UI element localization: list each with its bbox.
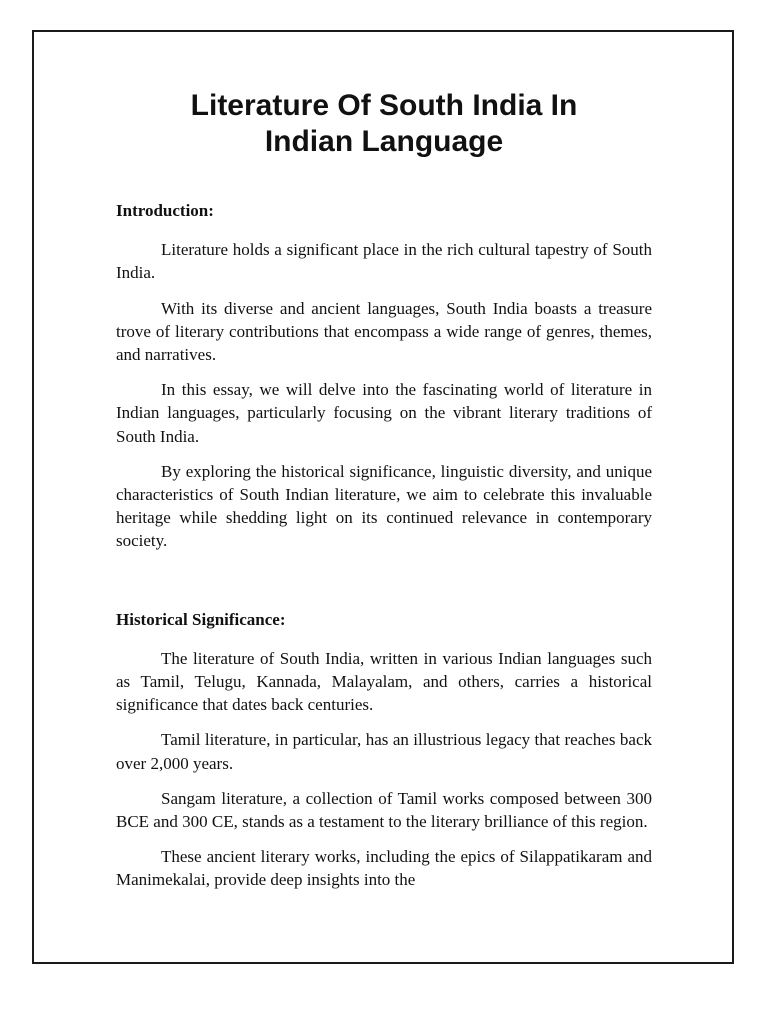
introduction-paragraph-3: In this essay, we will delve into the fascinating world of literature in Indian languages, particularly focusing on the vibrant literary traditions of South India. [116, 380, 652, 446]
historical-paragraph-3: Sangam literature, a collection of Tamil works composed between 300 BCE and 300 CE, stands as a testament to the literary brilliance of this region. [116, 788, 652, 832]
introduction-paragraph-2: With its diverse and ancient languages, South India boasts a treasure trove of literary contributions that encompass a wide range of genres, themes, and narratives. [116, 298, 652, 365]
introduction-paragraph-4: By exploring the historical significance, linguistic diversity, and unique characteristics of South Indian literature, we aim to celebrate this invaluable heritage while shedding light on its continued relevance in contemporary society. [116, 461, 652, 551]
historical-paragraph-2: Tamil literature, in particular, has an illustrious legacy that reaches back over 2,000 years. [116, 730, 652, 773]
introduction-paragraph-1: Literature holds a significant place in the rich cultural tapestry of South India. [116, 240, 652, 283]
historical-paragraph-4: These ancient literary works, including the epics of Silappatikaram and Manimekalai, provide deep insights into the [116, 847, 652, 890]
document-title [100, 88, 668, 160]
document-body [116, 199, 652, 904]
title-line-1: Literature Of South India In [190, 89, 578, 122]
title-line-2: Indian Language [264, 125, 504, 158]
introduction-heading: Introduction: [116, 201, 214, 220]
historical-paragraph-1: The literature of South India, written in various Indian languages such as Tamil, Telugu, Kannada, Malayalam, and others, carries a historical significance that dates back centuries. [116, 648, 652, 715]
section-spacer [116, 565, 652, 608]
historical-significance-heading: Historical Significance: [116, 609, 286, 629]
